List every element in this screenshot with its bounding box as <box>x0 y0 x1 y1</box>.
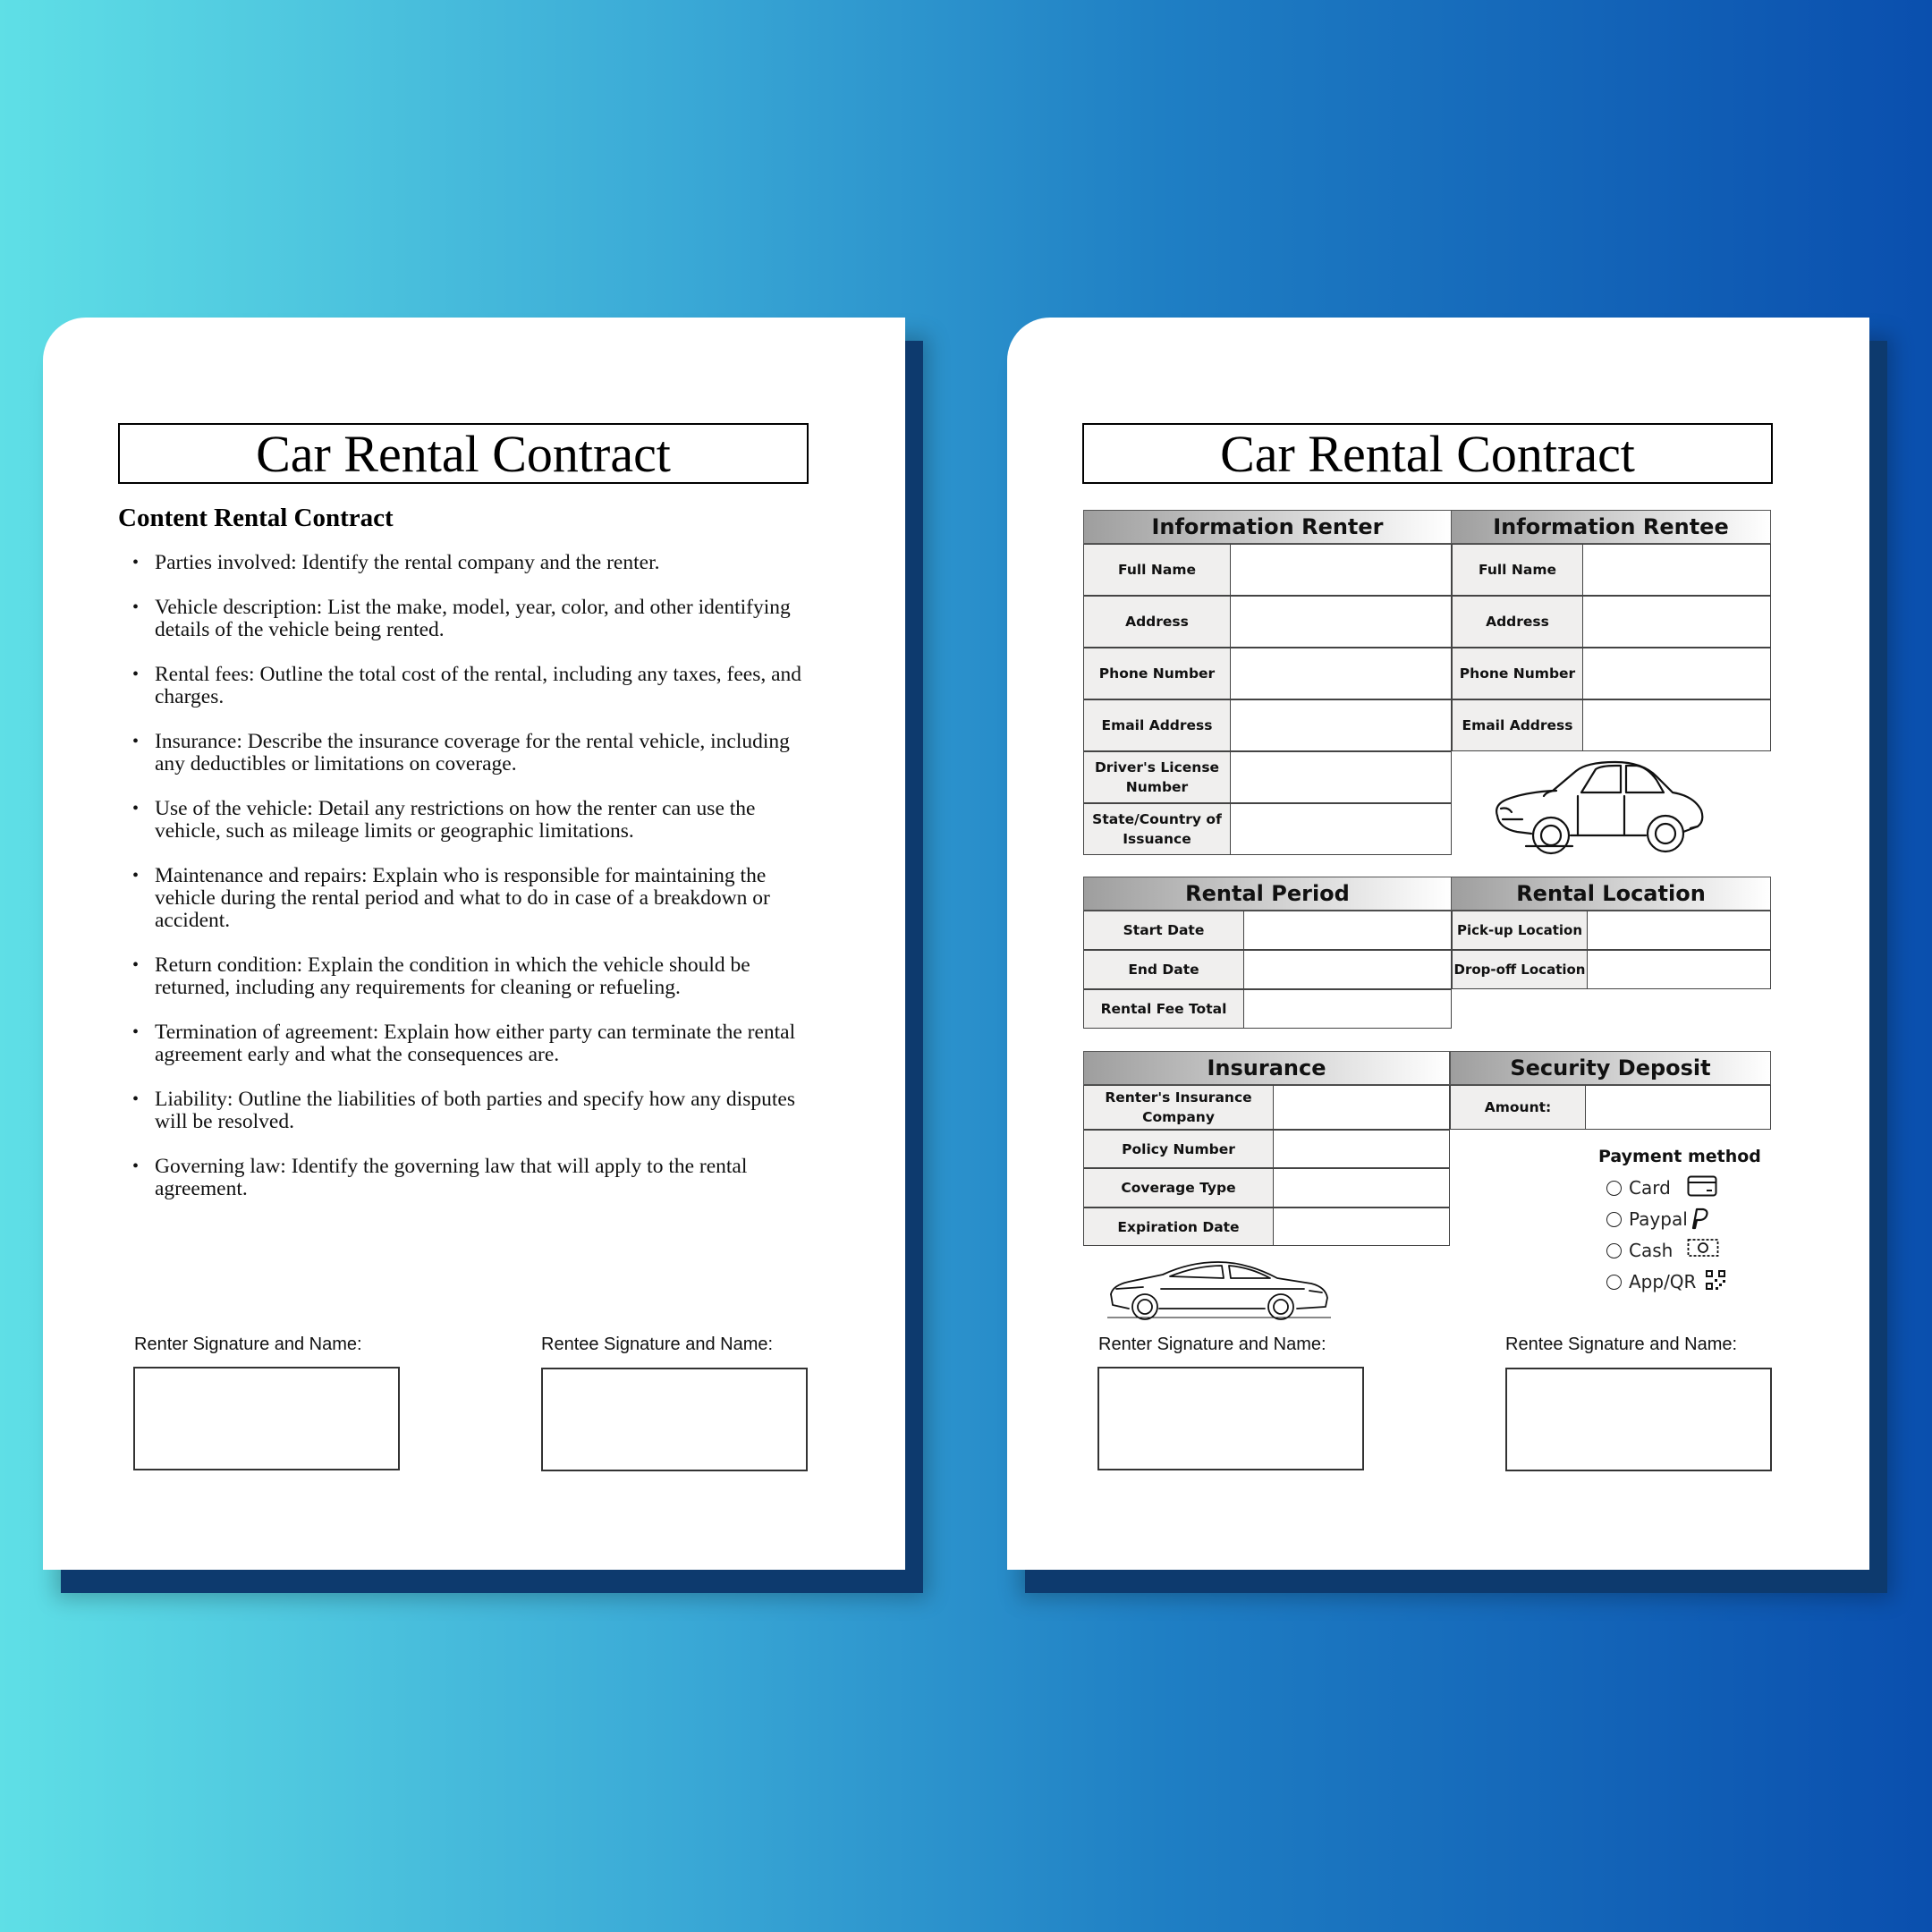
rentee-address-field[interactable] <box>1583 596 1771 648</box>
payment-option-card[interactable] <box>1606 1177 1671 1199</box>
table-row <box>1083 950 1452 989</box>
field-label: Full Name <box>1083 544 1231 596</box>
payment-option-label: Card <box>1629 1177 1671 1199</box>
table-row <box>1083 911 1452 950</box>
payment-option-label: Paypal <box>1629 1208 1688 1230</box>
table-row <box>1083 648 1452 699</box>
table-row <box>1083 751 1452 803</box>
table-row <box>1452 544 1771 596</box>
contract-content-list <box>132 552 812 1223</box>
payment-option-app-qr[interactable] <box>1606 1271 1696 1292</box>
rentee-phone-field[interactable] <box>1583 648 1771 699</box>
table-row <box>1452 648 1771 699</box>
expiration-date-field[interactable] <box>1274 1208 1450 1246</box>
field-label: Policy Number <box>1083 1130 1274 1168</box>
list-item: • Liability: Outline the liabilities of both parties and specify how any disputes will be resolved. <box>132 1089 812 1133</box>
table-row <box>1452 950 1771 989</box>
insurance-header: Insurance <box>1083 1051 1450 1085</box>
coverage-type-field[interactable] <box>1274 1168 1450 1208</box>
info-rentee-header: Information Rentee <box>1451 510 1771 544</box>
radio-icon[interactable] <box>1606 1243 1622 1258</box>
info-renter-header: Information Renter <box>1083 510 1452 544</box>
renter-signature-label: Renter Signature and Name: <box>1098 1335 1326 1354</box>
deposit-amount-field[interactable] <box>1586 1085 1771 1130</box>
radio-icon[interactable] <box>1606 1212 1622 1227</box>
renter-email-field[interactable] <box>1231 699 1452 751</box>
table-row <box>1083 989 1452 1029</box>
page-title: Car Rental Contract <box>118 423 809 484</box>
list-item: • Maintenance and repairs: Explain who is responsible for maintaining the vehicle during the rental period and what to do in case of a breakdown or accident. <box>132 865 812 932</box>
field-label: Email Address <box>1083 699 1231 751</box>
field-label: Renter's Insurance Company <box>1083 1085 1274 1130</box>
qr-code-icon <box>1705 1269 1726 1291</box>
list-item: • Return condition: Explain the condition in which the vehicle should be returned, including any requirements for cleaning or refueling. <box>132 954 812 999</box>
field-label: Full Name <box>1452 544 1583 596</box>
field-label: Pick-up Location <box>1452 911 1588 950</box>
renter-signature-box[interactable] <box>1097 1367 1364 1470</box>
payment-option-label: Cash <box>1629 1240 1674 1261</box>
rentee-email-field[interactable] <box>1583 699 1771 751</box>
field-label: Coverage Type <box>1083 1168 1274 1208</box>
renter-full-name-field[interactable] <box>1231 544 1452 596</box>
rental-fee-total-field[interactable] <box>1244 989 1452 1029</box>
table-row <box>1452 911 1771 950</box>
list-item: • Use of the vehicle: Detail any restrictions on how the renter can use the vehicle, such as mileage limits or geographic limitations. <box>132 798 812 843</box>
list-item: • Termination of agreement: Explain how either party can terminate the rental agreement early and what the consequences are. <box>132 1021 812 1066</box>
rental-location-header: Rental Location <box>1451 877 1771 911</box>
radio-icon[interactable] <box>1606 1275 1622 1290</box>
renter-license-field[interactable] <box>1231 751 1452 803</box>
insurance-company-field[interactable] <box>1274 1085 1450 1130</box>
dropoff-location-field[interactable] <box>1588 950 1771 989</box>
field-label: Driver's License Number <box>1083 751 1231 803</box>
radio-icon[interactable] <box>1606 1181 1622 1196</box>
table-row <box>1452 596 1771 648</box>
field-label: Address <box>1083 596 1231 648</box>
payment-option-cash[interactable] <box>1606 1240 1673 1261</box>
renter-address-field[interactable] <box>1231 596 1452 648</box>
classic-car-icon <box>1490 760 1712 859</box>
sports-car-icon <box>1107 1258 1331 1321</box>
contract-page-right <box>1007 318 1869 1570</box>
field-label: Address <box>1452 596 1583 648</box>
field-label: Amount: <box>1450 1085 1586 1130</box>
renter-signature-box[interactable] <box>133 1367 400 1470</box>
list-item: • Parties involved: Identify the rental company and the renter. <box>132 552 812 574</box>
policy-number-field[interactable] <box>1274 1130 1450 1168</box>
table-row <box>1083 1168 1450 1208</box>
table-row <box>1083 596 1452 648</box>
payment-option-label: App/QR <box>1629 1271 1697 1292</box>
renter-signature-label: Renter Signature and Name: <box>134 1335 362 1354</box>
end-date-field[interactable] <box>1244 950 1452 989</box>
rentee-signature-label: Rentee Signature and Name: <box>541 1335 774 1354</box>
content-heading: Content Rental Contract <box>118 504 394 532</box>
field-label: Phone Number <box>1083 648 1231 699</box>
paypal-icon <box>1687 1207 1710 1230</box>
rentee-signature-label: Rentee Signature and Name: <box>1505 1335 1738 1354</box>
list-item: • Rental fees: Outline the total cost of the rental, including any taxes, fees, and charges. <box>132 664 812 708</box>
list-item: • Insurance: Describe the insurance coverage for the rental vehicle, including any deductibles or limitations on coverage. <box>132 731 812 775</box>
security-deposit-header: Security Deposit <box>1450 1051 1771 1085</box>
rentee-signature-box[interactable] <box>1505 1368 1772 1471</box>
table-row <box>1083 544 1452 596</box>
table-row <box>1083 1130 1450 1168</box>
page-title: Car Rental Contract <box>1082 423 1773 484</box>
payment-option-paypal[interactable] <box>1606 1208 1688 1230</box>
list-item: • Vehicle description: List the make, model, year, color, and other identifying details of the vehicle being rented. <box>132 597 812 641</box>
pickup-location-field[interactable] <box>1588 911 1771 950</box>
list-item: • Governing law: Identify the governing law that will apply to the rental agreement. <box>132 1156 812 1200</box>
table-row <box>1083 1085 1450 1130</box>
table-row <box>1452 699 1771 751</box>
table-row <box>1083 699 1452 751</box>
field-label: State/Country of Issuance <box>1083 803 1231 855</box>
field-label: Drop-off Location <box>1452 950 1588 989</box>
field-label: Rental Fee Total <box>1083 989 1244 1029</box>
table-row <box>1450 1085 1771 1130</box>
table-row <box>1083 803 1452 855</box>
field-label: Phone Number <box>1452 648 1583 699</box>
table-row <box>1083 1208 1450 1246</box>
field-label: Expiration Date <box>1083 1208 1274 1246</box>
start-date-field[interactable] <box>1244 911 1452 950</box>
renter-state-field[interactable] <box>1231 803 1452 855</box>
field-label: Start Date <box>1083 911 1244 950</box>
field-label: End Date <box>1083 950 1244 989</box>
payment-method-title: Payment method <box>1598 1147 1761 1166</box>
cash-icon <box>1687 1238 1719 1258</box>
field-label: Email Address <box>1452 699 1583 751</box>
rentee-full-name-field[interactable] <box>1583 544 1771 596</box>
rental-period-header: Rental Period <box>1083 877 1452 911</box>
contract-page-left <box>43 318 905 1570</box>
renter-phone-field[interactable] <box>1231 648 1452 699</box>
card-icon <box>1687 1175 1717 1197</box>
rentee-signature-box[interactable] <box>541 1368 808 1471</box>
